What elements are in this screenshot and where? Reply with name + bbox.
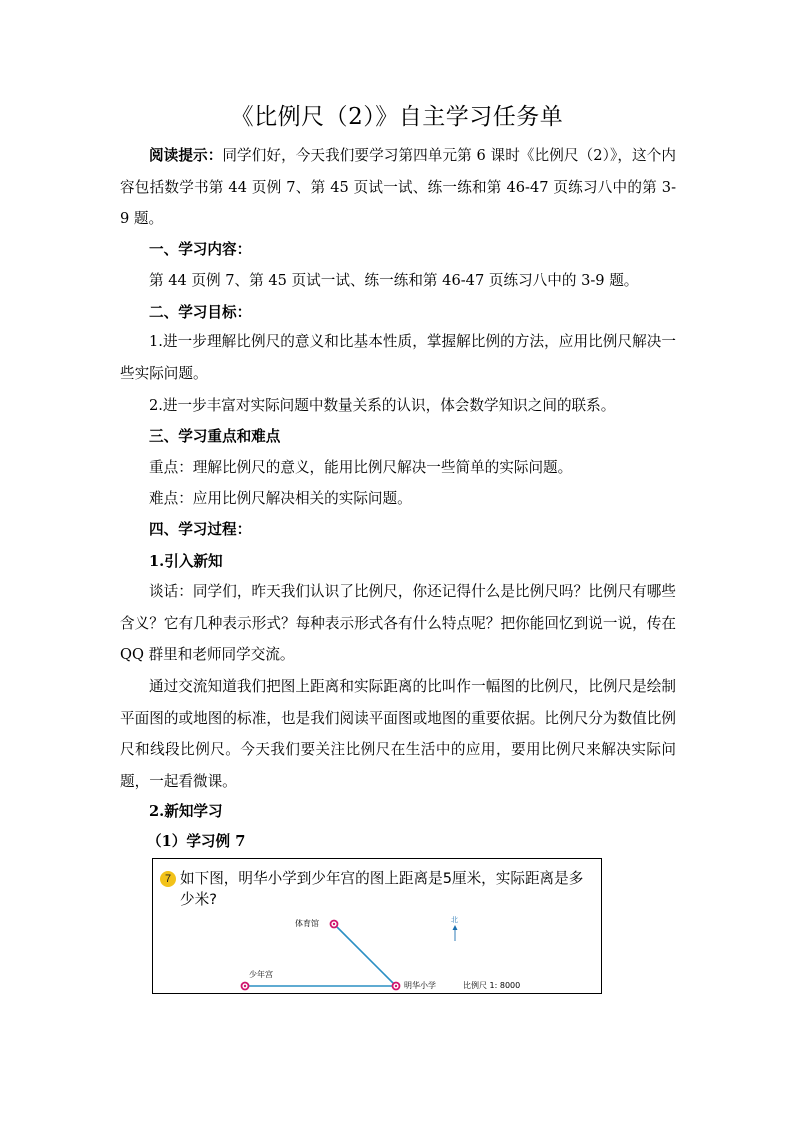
subsection-new-learning: 2.新知学习	[149, 803, 223, 820]
youth-palace-marker-dot	[244, 985, 246, 987]
talk-paragraph: 谈话：同学们，昨天我们认识了比例尺，你还记得什么是比例尺吗？比例尺有哪些含义？它有几种表示形式？每种表示形式各有什么特点呢？把你能回忆到说一说，传在 QQ 群里和老师同学交流。	[120, 583, 676, 663]
goal-1: 1.进一步理解比例尺的意义和比基本性质，掌握解比例的方法，应用比例尺解决一些实际问题。	[120, 333, 676, 382]
section1-text: 第 44 页例 7、第 45 页试一试、练一练和第 46-47 页练习八中的 3-9 题。	[149, 272, 639, 289]
summary-paragraph: 通过交流知道我们把图上距离和实际距离的比叫作一幅图的比例尺，比例尺是绘制平面图的或地图的标准，也是我们阅读平面图或地图的重要依据。比例尺分为数值比例尺和线段比例尺。今天我们要关注比例尺在生活中的应用，要用比例尺来解决实际问题，一起看微课。	[120, 678, 676, 790]
label-north: 北	[451, 916, 458, 924]
subsection-example7: （1）学习例 7	[147, 833, 246, 850]
gym-marker-dot	[333, 923, 335, 925]
section1-heading: 一、学习内容：	[149, 241, 252, 258]
north-arrow-head	[453, 925, 458, 930]
route-gym-to-school	[334, 924, 396, 986]
label-school: 明华小学	[404, 981, 436, 990]
subsection-intro: 1.引入新知	[149, 553, 223, 570]
page-title: 《比例尺（2）》自主学习任务单	[230, 104, 564, 130]
example-number-badge: 7	[160, 871, 176, 887]
label-gym: 体育馆	[295, 919, 319, 928]
section4-heading: 四、学习过程：	[149, 521, 252, 538]
section3-heading: 三、学习重点和难点	[149, 428, 281, 445]
goal-2: 2.进一步丰富对实际问题中数量关系的认识，体会数学知识之间的联系。	[149, 397, 616, 414]
school-marker-dot	[395, 985, 397, 987]
key-point: 重点：理解比例尺的意义，能用比例尺解决一些简单的实际问题。	[149, 459, 573, 476]
example-question: 如下图，明华小学到少年宫的图上距离是5厘米，实际距离是多少米?	[180, 870, 584, 908]
intro-text: 同学们好，今天我们要学习第四单元第 6 课时《比例尺（2）》，这个内容包括数学书第 44 页例 7、第 45 页试一试、练一练和第 46-47 页练习八中的第 3-9 题。	[120, 147, 676, 227]
example-figure	[152, 858, 602, 994]
section2-heading: 二、学习目标：	[149, 304, 252, 321]
intro-label: 阅读提示：	[149, 147, 223, 164]
label-scale: 比例尺 1: 8000	[463, 981, 521, 990]
difficulty-point: 难点：应用比例尺解决相关的实际问题。	[149, 490, 412, 507]
label-youth-palace: 少年宫	[249, 970, 273, 979]
map-diagram	[153, 859, 603, 995]
intro-paragraph	[120, 140, 676, 235]
